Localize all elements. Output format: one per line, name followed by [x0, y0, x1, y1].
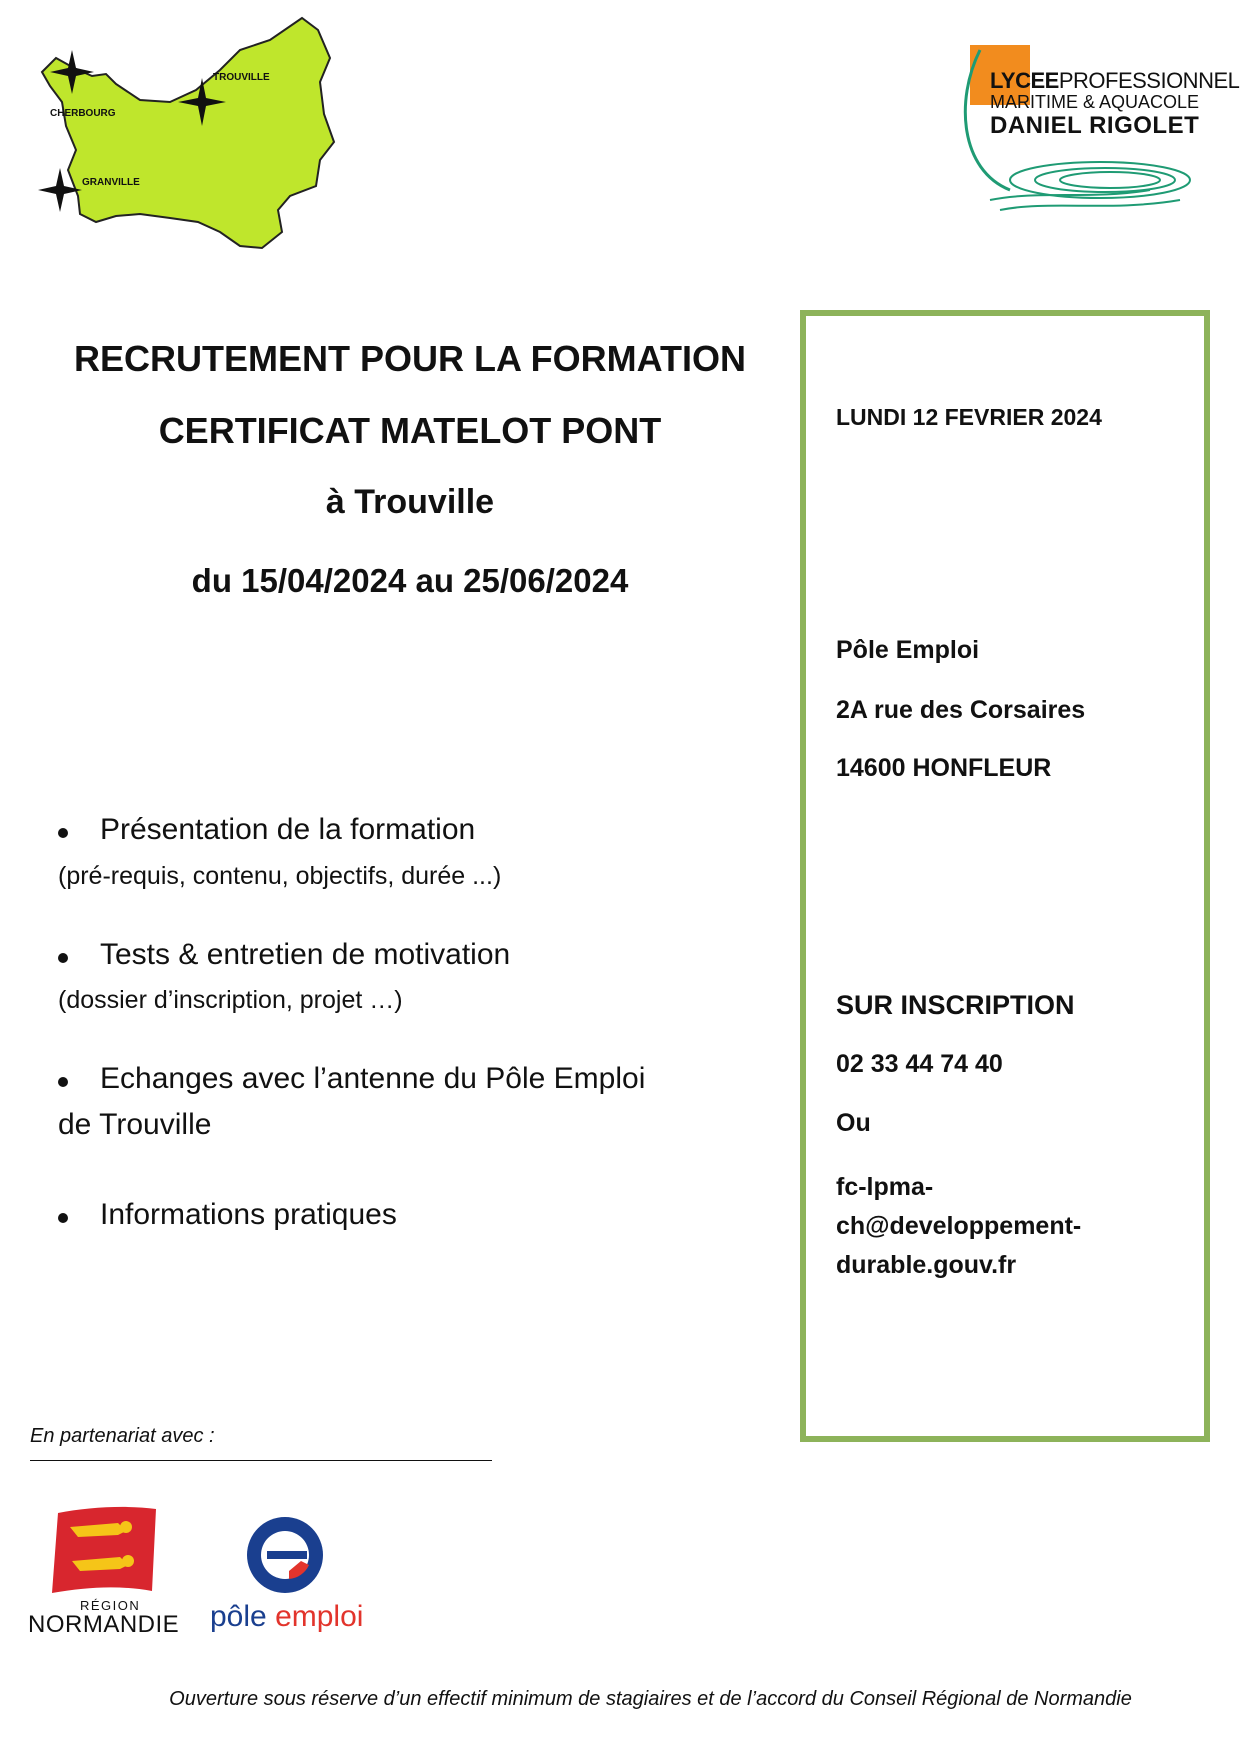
- bullet-subtext: (pré-requis, contenu, objectifs, durée ...): [58, 862, 502, 890]
- title-line1: RECRUTEMENT POUR LA FORMATION: [74, 338, 746, 379]
- info-box: [800, 310, 1210, 1442]
- bullet-dot: [58, 1077, 68, 1087]
- map-city-trouville: TROUVILLE: [213, 72, 270, 83]
- bullet-text: Echanges avec l’antenne du Pôle Emploi: [100, 1062, 646, 1095]
- bullet-subtext: (dossier d’inscription, projet …): [58, 986, 403, 1014]
- venue-name: Pôle Emploi: [836, 636, 980, 664]
- logo-line1: LYCEEPROFESSIONNEL: [990, 68, 1240, 93]
- map-shape: [20, 10, 350, 260]
- email-line1: fc-lpma-: [836, 1173, 934, 1201]
- pole-emploi-logo: [210, 1515, 370, 1645]
- email-line2: ch@developpement-: [836, 1212, 1082, 1240]
- footer-note: Ouverture sous réserve d’un effectif minimum de stagiaires et de l’accord du Conseil Régional de Normandie: [169, 1688, 1132, 1710]
- map-city-cherbourg: CHERBOURG: [50, 108, 116, 119]
- event-date: LUNDI 12 FEVRIER 2024: [836, 404, 1102, 430]
- normandy-map: [20, 10, 350, 260]
- normandy-flag-icon: [48, 1505, 160, 1595]
- pole-emploi-e-icon: [245, 1515, 325, 1595]
- title-line3: à Trouville: [325, 483, 495, 521]
- region-normandie-logo: [28, 1505, 188, 1638]
- bullet-dot: [58, 828, 68, 838]
- partner-divider: [30, 1460, 492, 1461]
- bullet-subtext: de Trouville: [58, 1108, 212, 1141]
- email-line3: durable.gouv.fr: [836, 1251, 1017, 1279]
- partner-label: En partenariat avec :: [30, 1425, 215, 1447]
- bullet-text: Informations pratiques: [100, 1198, 397, 1231]
- pole-emploi-label: pôle emploi: [210, 1600, 364, 1633]
- bullet-text: Tests & entretien de motivation: [100, 938, 511, 971]
- map-city-granville: GRANVILLE: [82, 177, 140, 188]
- or-label: Ou: [836, 1109, 871, 1137]
- title-line2: CERTIFICAT MATELOT PONT: [158, 410, 662, 451]
- bullet-dot: [58, 953, 68, 963]
- logo-line3: DANIEL RIGOLET: [990, 112, 1200, 139]
- title-dates: du 15/04/2024 au 25/06/2024: [191, 562, 629, 599]
- venue-address: 2A rue des Corsaires: [836, 696, 1086, 724]
- phone-number: 02 33 44 74 40: [836, 1050, 1003, 1078]
- logo-line2: MARITIME & AQUACOLE: [990, 92, 1200, 112]
- school-logo: [950, 40, 1240, 230]
- venue-city: 14600 HONFLEUR: [836, 754, 1052, 782]
- bullet-dot: [58, 1213, 68, 1223]
- bullet-text: Présentation de la formation: [100, 813, 476, 846]
- contact-email: [836, 1168, 1176, 1285]
- region-small-label: RÉGION: [80, 1598, 141, 1613]
- region-name: NORMANDIE: [28, 1611, 180, 1638]
- registration-label: SUR INSCRIPTION: [836, 990, 1075, 1020]
